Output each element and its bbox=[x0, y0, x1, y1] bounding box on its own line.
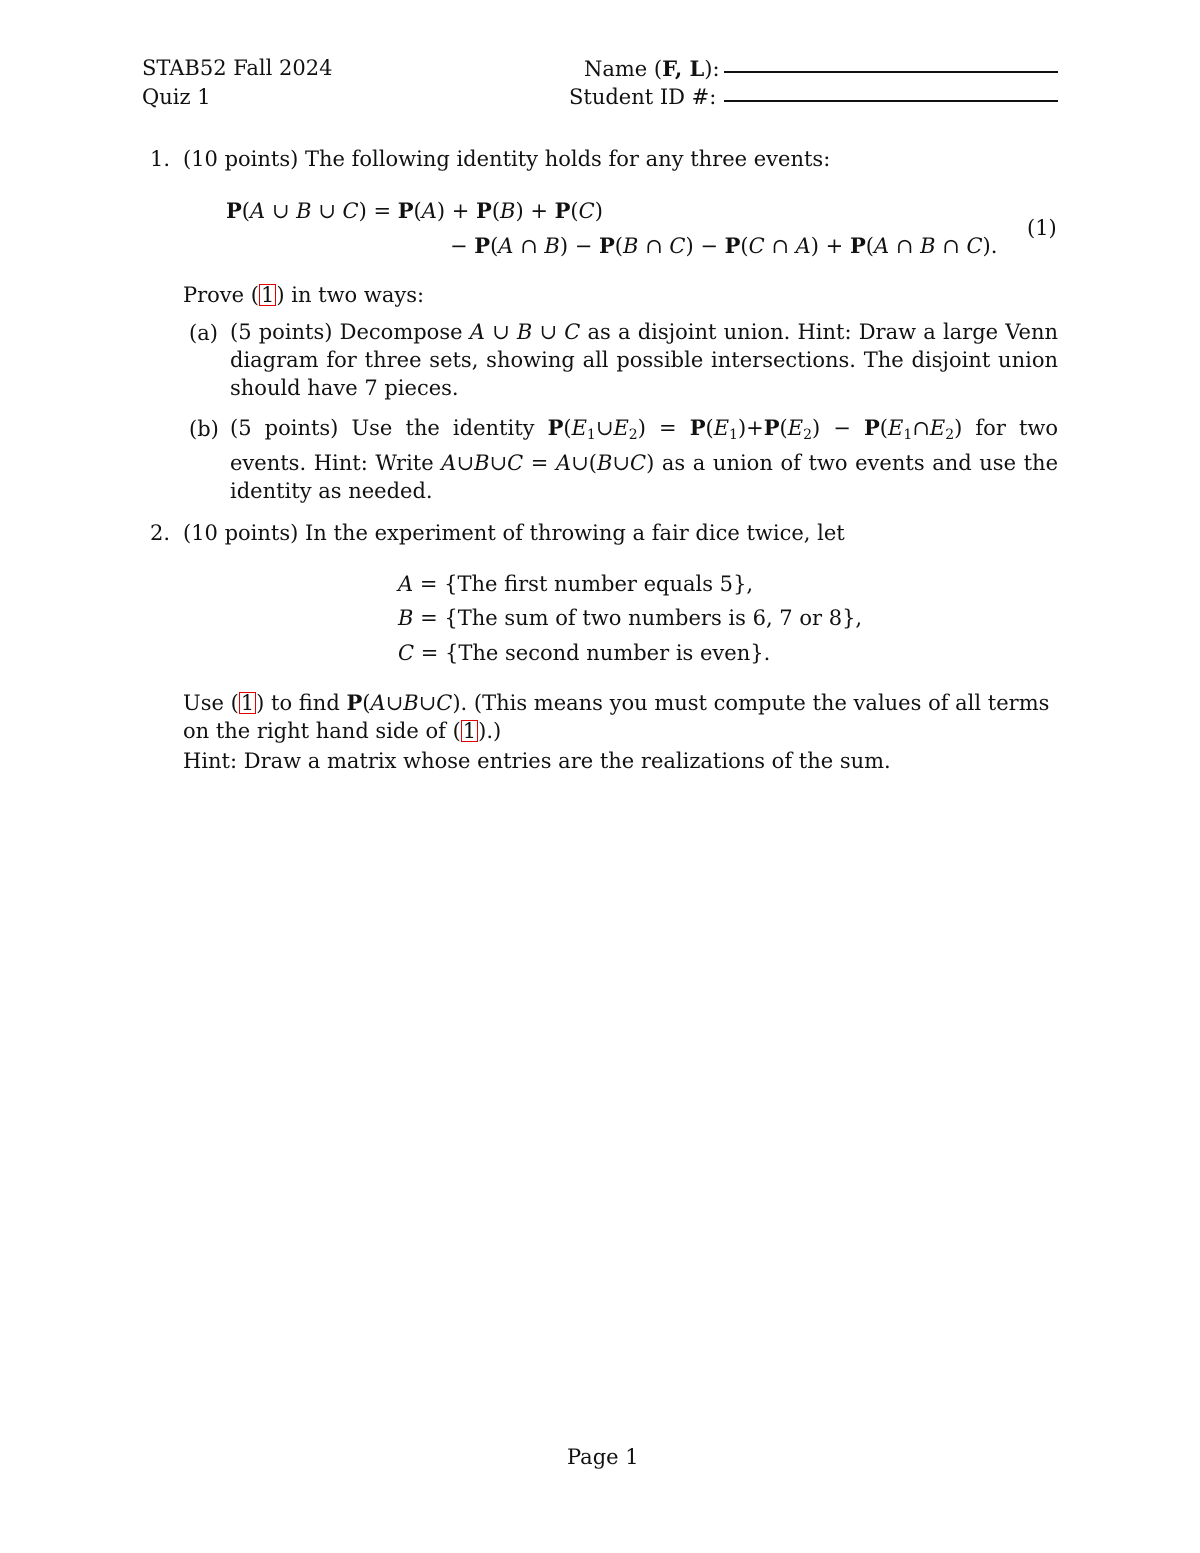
q2-use-post: . (This means you must compute the values of all terms on the right hand side of ( bbox=[183, 691, 1050, 743]
part-b-text: (5 points) Use the identity $P(E_1\cup E_2) = P(E_1)+P(E_2)$ − $P(E_1\cap E_2)$ for two events. Hint: Write A∪B∪C = A∪(B∪C) as a union of two events and use the identity as needed. bbox=[230, 415, 1059, 503]
page-number: Page 1 bbox=[567, 1445, 639, 1469]
set-a-def: A = {The first number equals 5}, bbox=[398, 572, 754, 596]
q2-hint: Hint: Draw a matrix whose entries are the realizations of the sum. bbox=[183, 749, 891, 773]
set-a-text: The first number equals 5 bbox=[457, 572, 734, 596]
equation-ref-link[interactable]: 1 bbox=[260, 283, 275, 307]
name-label-fl: F, L bbox=[662, 56, 705, 81]
set-b-def: B = {The sum of two numbers is 6, 7 or 8}, bbox=[398, 606, 863, 630]
identity-line-2: − P(A ∩ B) − P(B ∩ C) − P(C ∩ A) + P(A ∩ B ∩ C). bbox=[450, 233, 998, 258]
name-label-post: ): bbox=[704, 57, 720, 81]
name-blank-line bbox=[724, 71, 1058, 73]
q1-number: 1. bbox=[150, 147, 171, 171]
student-id-label: Student ID #: bbox=[569, 85, 717, 109]
prove-post: ) in two ways: bbox=[276, 283, 425, 307]
equation-ref-link-3[interactable]: 1 bbox=[462, 719, 477, 743]
quiz-title: Quiz 1 bbox=[142, 85, 211, 109]
identity-line-1: P(A ∪ B ∪ C) = P(A) + P(B) + P(C) bbox=[226, 198, 603, 223]
part-b-text1: (5 points) Use the identity bbox=[230, 416, 548, 440]
part-a-text: (5 points) Decompose A ∪ B ∪ C as a disjoint union. Hint: Draw a large Venn diagram for three sets, showing all possible intersections. The disjoint union should have 7 pieces. bbox=[230, 320, 1058, 400]
q2-use-pre: Use ( bbox=[183, 691, 239, 715]
prove-line bbox=[183, 283, 424, 307]
set-c-text: The second number is even bbox=[458, 641, 751, 665]
part-a-text1: (5 points) Decompose bbox=[230, 320, 470, 344]
equation-ref-link-2[interactable]: 1 bbox=[240, 691, 255, 715]
prove-pre: Prove ( bbox=[183, 283, 259, 307]
q2-number: 2. bbox=[150, 521, 171, 545]
q2-use-mid: ) to find bbox=[256, 691, 347, 715]
part-b-text3: as a union of two events and use the identity as needed. bbox=[230, 451, 1059, 503]
equation-label: (1) bbox=[1027, 216, 1057, 240]
set-b-text: The sum of two numbers is 6, 7 or 8 bbox=[457, 606, 843, 630]
q2-use-end: ).) bbox=[478, 719, 502, 743]
part-b-label: (b) bbox=[189, 417, 219, 441]
q2-use-text: Use (1) to find P(A∪B∪C). (This means you must compute the values of all terms on the right hand side of (1).) bbox=[183, 690, 1050, 743]
part-a-label: (a) bbox=[189, 321, 218, 345]
course-title: STAB52 Fall 2024 bbox=[142, 56, 333, 80]
name-label bbox=[584, 56, 720, 81]
part-a-text2: as a disjoint union. Hint: Draw a large Venn diagram for three sets, showing all possible intersections. The disjoint union should have 7 pieces. bbox=[230, 320, 1058, 400]
q2-intro: (10 points) In the experiment of throwing a fair dice twice, let bbox=[183, 521, 845, 545]
q1-intro: (10 points) The following identity holds for any three events: bbox=[183, 147, 831, 171]
set-c-def: C = {The second number is even}. bbox=[398, 641, 771, 665]
name-label-pre: Name ( bbox=[584, 57, 663, 81]
part-b-text2: for two events. Hint: Write bbox=[230, 416, 1059, 475]
student-id-blank-line bbox=[724, 100, 1058, 102]
